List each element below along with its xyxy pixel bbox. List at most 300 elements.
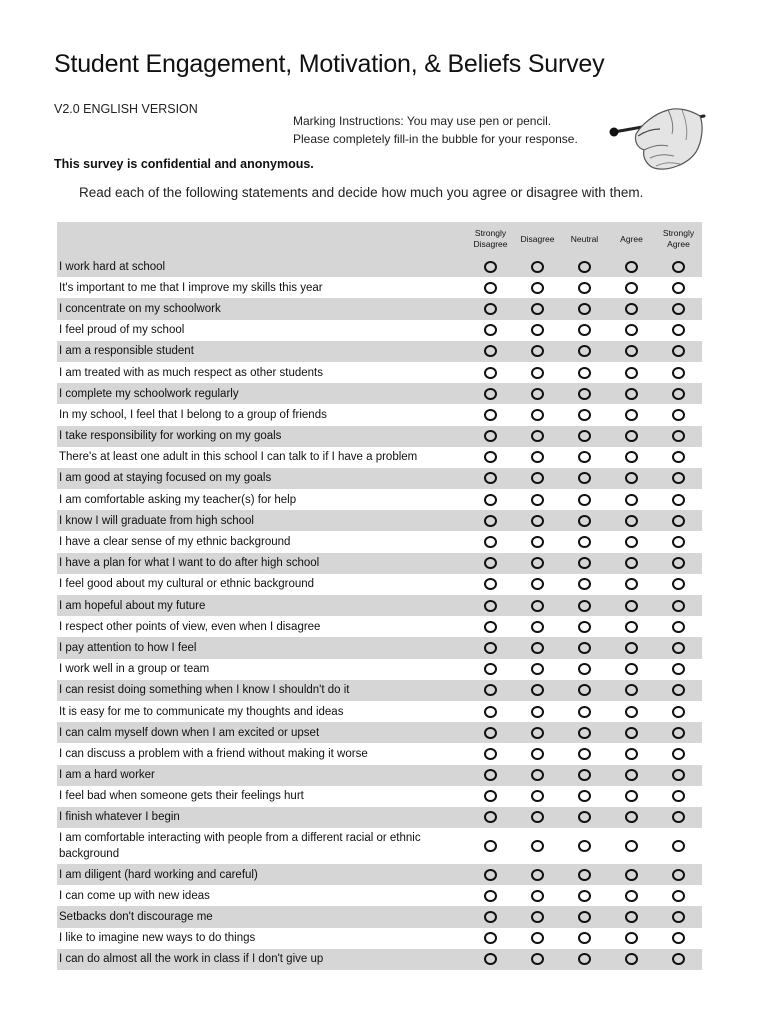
question-row: [57, 616, 702, 637]
answer-bubble-agree[interactable]: [625, 557, 638, 569]
answer-bubble-strongly-disagree[interactable]: [484, 911, 497, 923]
question-row: [57, 864, 702, 885]
option-cell-strongly-disagree: [467, 557, 514, 569]
answer-bubble-neutral[interactable]: [578, 282, 591, 294]
answer-bubble-strongly-disagree[interactable]: [484, 430, 497, 442]
survey-header-row: [57, 222, 702, 256]
option-cell-strongly-agree: [655, 953, 702, 965]
answer-bubble-strongly-disagree[interactable]: [484, 409, 497, 421]
marking-instructions-line1: Marking Instructions: You may use pen or pencil.: [293, 114, 552, 128]
answer-bubble-agree[interactable]: [625, 324, 638, 336]
question-text: I concentrate on my schoolwork: [59, 302, 221, 315]
option-cell-agree: [608, 324, 655, 336]
question-text: I work hard at school: [59, 260, 166, 273]
answer-bubble-strongly-agree[interactable]: [672, 869, 685, 881]
answer-bubble-neutral[interactable]: [578, 261, 591, 273]
option-cell-neutral: [561, 451, 608, 463]
question-row: [57, 885, 702, 906]
question-row: [57, 743, 702, 764]
question-row: [57, 722, 702, 743]
answer-bubble-strongly-disagree[interactable]: [484, 515, 497, 527]
option-cell-neutral: [561, 684, 608, 696]
option-cell-neutral: [561, 911, 608, 923]
answer-bubble-disagree[interactable]: [531, 790, 544, 802]
answer-bubble-agree[interactable]: [625, 932, 638, 944]
question-text: I am a hard worker: [59, 769, 155, 782]
option-cell-agree: [608, 303, 655, 315]
answer-bubble-disagree[interactable]: [531, 748, 544, 760]
question-row: [57, 468, 702, 489]
question-text: I am comfortable interacting with people from a different racial or ethnic background: [59, 832, 421, 861]
answer-bubble-strongly-disagree[interactable]: [484, 600, 497, 612]
option-cell-neutral: [561, 953, 608, 965]
answer-bubble-agree[interactable]: [625, 600, 638, 612]
answer-bubble-disagree[interactable]: [531, 557, 544, 569]
option-cell-disagree: [514, 769, 561, 781]
answer-bubble-strongly-agree[interactable]: [672, 578, 685, 590]
answer-bubble-disagree[interactable]: [531, 706, 544, 718]
answer-bubble-disagree[interactable]: [531, 932, 544, 944]
answer-bubble-strongly-disagree[interactable]: [484, 869, 497, 881]
answer-bubble-disagree[interactable]: [531, 430, 544, 442]
answer-bubble-strongly-disagree[interactable]: [484, 953, 497, 965]
answer-bubble-strongly-disagree[interactable]: [484, 345, 497, 357]
option-cell-agree: [608, 706, 655, 718]
answer-bubble-agree[interactable]: [625, 811, 638, 823]
answer-bubble-disagree[interactable]: [531, 642, 544, 654]
answer-bubble-agree[interactable]: [625, 911, 638, 923]
hand-with-pen-icon: [608, 96, 708, 174]
option-cell-disagree: [514, 642, 561, 654]
answer-bubble-agree[interactable]: [625, 409, 638, 421]
option-cell-disagree: [514, 869, 561, 881]
answer-bubble-strongly-agree[interactable]: [672, 663, 685, 675]
answer-bubble-disagree[interactable]: [531, 409, 544, 421]
answer-bubble-neutral[interactable]: [578, 890, 591, 902]
column-agree: Agree: [620, 233, 643, 244]
option-cell-disagree: [514, 345, 561, 357]
option-cell-disagree: [514, 790, 561, 802]
option-cell-disagree: [514, 621, 561, 633]
answer-bubble-agree[interactable]: [625, 578, 638, 590]
answer-bubble-neutral[interactable]: [578, 684, 591, 696]
answer-bubble-strongly-agree[interactable]: [672, 282, 685, 294]
question-text: I can come up with new ideas: [59, 889, 210, 902]
answer-bubble-strongly-agree[interactable]: [672, 345, 685, 357]
question-text: I am treated with as much respect as other students: [59, 366, 323, 379]
option-cell-strongly-disagree: [467, 515, 514, 527]
option-cell-disagree: [514, 430, 561, 442]
answer-bubble-agree[interactable]: [625, 303, 638, 315]
option-cell-disagree: [514, 706, 561, 718]
option-cell-strongly-disagree: [467, 953, 514, 965]
answer-bubble-neutral[interactable]: [578, 706, 591, 718]
answer-bubble-strongly-disagree[interactable]: [484, 367, 497, 379]
option-cell-strongly-disagree: [467, 840, 514, 852]
option-cell-disagree: [514, 303, 561, 315]
answer-bubble-disagree[interactable]: [531, 621, 544, 633]
option-cell-neutral: [561, 367, 608, 379]
option-cell-strongly-agree: [655, 890, 702, 902]
answer-bubble-neutral[interactable]: [578, 840, 591, 852]
answer-bubble-strongly-agree[interactable]: [672, 727, 685, 739]
option-cell-strongly-disagree: [467, 261, 514, 273]
question-text: I work well in a group or team: [59, 663, 210, 676]
answer-bubble-agree[interactable]: [625, 769, 638, 781]
option-cell-strongly-disagree: [467, 536, 514, 548]
answer-bubble-strongly-disagree[interactable]: [484, 642, 497, 654]
option-cell-agree: [608, 642, 655, 654]
answer-bubble-neutral[interactable]: [578, 953, 591, 965]
option-cell-strongly-agree: [655, 515, 702, 527]
option-cell-strongly-agree: [655, 932, 702, 944]
answer-bubble-strongly-agree[interactable]: [672, 890, 685, 902]
answer-bubble-strongly-disagree[interactable]: [484, 932, 497, 944]
answer-bubble-neutral[interactable]: [578, 345, 591, 357]
question-text: I know I will graduate from high school: [59, 514, 254, 527]
answer-bubble-agree[interactable]: [625, 621, 638, 633]
question-row: [57, 765, 702, 786]
answer-bubble-strongly-disagree[interactable]: [484, 748, 497, 760]
question-row: [57, 906, 702, 927]
answer-bubble-agree[interactable]: [625, 494, 638, 506]
answer-bubble-strongly-disagree[interactable]: [484, 282, 497, 294]
answer-bubble-agree[interactable]: [625, 367, 638, 379]
question-text: It's important to me that I improve my skills this year: [59, 281, 323, 294]
option-cell-disagree: [514, 932, 561, 944]
answer-bubble-disagree[interactable]: [531, 663, 544, 675]
option-cell-strongly-agree: [655, 261, 702, 273]
answer-bubble-neutral[interactable]: [578, 869, 591, 881]
option-cell-neutral: [561, 409, 608, 421]
answer-bubble-disagree[interactable]: [531, 727, 544, 739]
question-row: [57, 404, 702, 425]
answer-bubble-disagree[interactable]: [531, 345, 544, 357]
answer-bubble-strongly-agree[interactable]: [672, 932, 685, 944]
question-row: [57, 320, 702, 341]
answer-bubble-strongly-disagree[interactable]: [484, 840, 497, 852]
answer-bubble-strongly-agree[interactable]: [672, 748, 685, 760]
question-text: It is easy for me to communicate my thoughts and ideas: [59, 705, 344, 718]
answer-bubble-strongly-disagree[interactable]: [484, 557, 497, 569]
answer-bubble-strongly-disagree[interactable]: [484, 706, 497, 718]
answer-bubble-agree[interactable]: [625, 840, 638, 852]
answer-bubble-strongly-agree[interactable]: [672, 303, 685, 315]
answer-bubble-agree[interactable]: [625, 953, 638, 965]
question-row: [57, 277, 702, 298]
option-cell-strongly-agree: [655, 811, 702, 823]
answer-bubble-disagree[interactable]: [531, 494, 544, 506]
answer-bubble-neutral[interactable]: [578, 578, 591, 590]
option-cell-neutral: [561, 472, 608, 484]
option-cell-strongly-agree: [655, 345, 702, 357]
option-cell-strongly-disagree: [467, 409, 514, 421]
answer-bubble-strongly-disagree[interactable]: [484, 621, 497, 633]
answer-bubble-neutral[interactable]: [578, 494, 591, 506]
option-cell-strongly-agree: [655, 706, 702, 718]
option-cell-strongly-disagree: [467, 345, 514, 357]
option-cell-agree: [608, 261, 655, 273]
option-cell-neutral: [561, 790, 608, 802]
answer-bubble-strongly-disagree[interactable]: [484, 261, 497, 273]
answer-bubble-strongly-disagree[interactable]: [484, 536, 497, 548]
option-cell-disagree: [514, 494, 561, 506]
answer-bubble-disagree[interactable]: [531, 367, 544, 379]
option-cell-strongly-agree: [655, 367, 702, 379]
answer-bubble-strongly-disagree[interactable]: [484, 684, 497, 696]
option-cell-disagree: [514, 600, 561, 612]
answer-bubble-strongly-disagree[interactable]: [484, 472, 497, 484]
answer-bubble-strongly-agree[interactable]: [672, 642, 685, 654]
answer-bubble-strongly-agree[interactable]: [672, 261, 685, 273]
option-cell-strongly-disagree: [467, 621, 514, 633]
answer-bubble-strongly-disagree[interactable]: [484, 578, 497, 590]
question-row: [57, 828, 702, 864]
option-cell-strongly-disagree: [467, 324, 514, 336]
answer-bubble-strongly-disagree[interactable]: [484, 727, 497, 739]
answer-bubble-neutral[interactable]: [578, 932, 591, 944]
question-row: [57, 595, 702, 616]
option-cell-agree: [608, 890, 655, 902]
answer-bubble-strongly-agree[interactable]: [672, 706, 685, 718]
answer-bubble-strongly-agree[interactable]: [672, 684, 685, 696]
option-cell-agree: [608, 367, 655, 379]
question-text: I feel proud of my school: [59, 324, 185, 337]
option-cell-agree: [608, 409, 655, 421]
question-row: [57, 928, 702, 949]
question-row: [57, 531, 702, 552]
answer-bubble-neutral[interactable]: [578, 663, 591, 675]
answer-bubble-neutral[interactable]: [578, 769, 591, 781]
option-cell-neutral: [561, 578, 608, 590]
survey-rows: [57, 256, 702, 970]
option-cell-strongly-disagree: [467, 811, 514, 823]
option-cell-strongly-disagree: [467, 663, 514, 675]
option-cell-strongly-disagree: [467, 388, 514, 400]
answer-bubble-disagree[interactable]: [531, 515, 544, 527]
answer-bubble-neutral[interactable]: [578, 621, 591, 633]
option-cell-neutral: [561, 430, 608, 442]
answer-bubble-agree[interactable]: [625, 430, 638, 442]
answer-bubble-strongly-disagree[interactable]: [484, 388, 497, 400]
answer-bubble-strongly-agree[interactable]: [672, 621, 685, 633]
option-cell-strongly-disagree: [467, 642, 514, 654]
answer-bubble-disagree[interactable]: [531, 890, 544, 902]
answer-bubble-agree[interactable]: [625, 727, 638, 739]
answer-bubble-neutral[interactable]: [578, 324, 591, 336]
answer-bubble-agree[interactable]: [625, 642, 638, 654]
answer-bubble-disagree[interactable]: [531, 840, 544, 852]
answer-bubble-strongly-disagree[interactable]: [484, 451, 497, 463]
column-disagree: Disagree: [520, 233, 555, 244]
answer-bubble-disagree[interactable]: [531, 769, 544, 781]
answer-bubble-disagree[interactable]: [531, 953, 544, 965]
option-cell-disagree: [514, 536, 561, 548]
question-text: I complete my schoolwork regularly: [59, 387, 239, 400]
marking-instructions: [293, 112, 578, 148]
option-cell-strongly-agree: [655, 840, 702, 852]
answer-bubble-neutral[interactable]: [578, 451, 591, 463]
option-cell-agree: [608, 663, 655, 675]
option-cell-strongly-disagree: [467, 932, 514, 944]
answer-bubble-strongly-agree[interactable]: [672, 811, 685, 823]
answer-bubble-strongly-disagree[interactable]: [484, 769, 497, 781]
answer-bubble-neutral[interactable]: [578, 430, 591, 442]
option-cell-strongly-agree: [655, 409, 702, 421]
option-cell-strongly-disagree: [467, 911, 514, 923]
option-cell-strongly-agree: [655, 451, 702, 463]
option-cell-neutral: [561, 536, 608, 548]
question-text: I feel good about my cultural or ethnic background: [59, 578, 315, 591]
answer-bubble-disagree[interactable]: [531, 388, 544, 400]
answer-bubble-neutral[interactable]: [578, 367, 591, 379]
option-cell-disagree: [514, 324, 561, 336]
answer-bubble-agree[interactable]: [625, 515, 638, 527]
answer-bubble-neutral[interactable]: [578, 748, 591, 760]
answer-bubble-strongly-agree[interactable]: [672, 536, 685, 548]
option-cell-neutral: [561, 600, 608, 612]
option-cell-strongly-disagree: [467, 367, 514, 379]
option-cell-disagree: [514, 472, 561, 484]
option-cell-neutral: [561, 621, 608, 633]
answer-bubble-strongly-agree[interactable]: [672, 388, 685, 400]
answer-bubble-strongly-disagree[interactable]: [484, 324, 497, 336]
option-cell-strongly-agree: [655, 911, 702, 923]
answer-bubble-neutral[interactable]: [578, 472, 591, 484]
answer-bubble-disagree[interactable]: [531, 261, 544, 273]
answer-bubble-agree[interactable]: [625, 451, 638, 463]
answer-bubble-strongly-agree[interactable]: [672, 324, 685, 336]
answer-bubble-disagree[interactable]: [531, 451, 544, 463]
answer-bubble-neutral[interactable]: [578, 409, 591, 421]
answer-bubble-strongly-disagree[interactable]: [484, 663, 497, 675]
answer-bubble-disagree[interactable]: [531, 869, 544, 881]
question-row: [57, 807, 702, 828]
answer-bubble-strongly-agree[interactable]: [672, 557, 685, 569]
answer-bubble-neutral[interactable]: [578, 303, 591, 315]
answer-bubble-neutral[interactable]: [578, 600, 591, 612]
answer-bubble-disagree[interactable]: [531, 578, 544, 590]
answer-bubble-agree[interactable]: [625, 890, 638, 902]
question-text: I can do almost all the work in class if I don't give up: [59, 953, 324, 966]
answer-bubble-strongly-agree[interactable]: [672, 600, 685, 612]
answer-bubble-strongly-agree[interactable]: [672, 515, 685, 527]
option-cell-agree: [608, 578, 655, 590]
answer-bubble-agree[interactable]: [625, 748, 638, 760]
marking-instructions-line2: Please completely fill-in the bubble for your response.: [293, 132, 578, 146]
option-cell-disagree: [514, 409, 561, 421]
answer-bubble-neutral[interactable]: [578, 536, 591, 548]
option-cell-strongly-disagree: [467, 890, 514, 902]
answer-bubble-disagree[interactable]: [531, 472, 544, 484]
answer-bubble-agree[interactable]: [625, 388, 638, 400]
question-row: [57, 786, 702, 807]
option-cell-agree: [608, 684, 655, 696]
option-cell-neutral: [561, 515, 608, 527]
answer-bubble-strongly-disagree[interactable]: [484, 790, 497, 802]
answer-bubble-neutral[interactable]: [578, 911, 591, 923]
option-cell-strongly-agree: [655, 324, 702, 336]
answer-bubble-disagree[interactable]: [531, 282, 544, 294]
answer-bubble-agree[interactable]: [625, 261, 638, 273]
answer-bubble-disagree[interactable]: [531, 684, 544, 696]
option-cell-agree: [608, 388, 655, 400]
answer-bubble-strongly-agree[interactable]: [672, 911, 685, 923]
answer-bubble-strongly-agree[interactable]: [672, 840, 685, 852]
answer-bubble-agree[interactable]: [625, 472, 638, 484]
answer-bubble-neutral[interactable]: [578, 557, 591, 569]
option-cell-agree: [608, 953, 655, 965]
option-cell-agree: [608, 282, 655, 294]
answer-bubble-neutral[interactable]: [578, 388, 591, 400]
answer-bubble-strongly-agree[interactable]: [672, 409, 685, 421]
answer-bubble-strongly-agree[interactable]: [672, 430, 685, 442]
answer-bubble-strongly-disagree[interactable]: [484, 303, 497, 315]
option-cell-agree: [608, 769, 655, 781]
answer-bubble-strongly-agree[interactable]: [672, 451, 685, 463]
option-cell-strongly-agree: [655, 642, 702, 654]
answer-bubble-disagree[interactable]: [531, 600, 544, 612]
option-cell-disagree: [514, 748, 561, 760]
answer-bubble-neutral[interactable]: [578, 642, 591, 654]
answer-bubble-strongly-disagree[interactable]: [484, 811, 497, 823]
question-row: [57, 383, 702, 404]
answer-bubble-agree[interactable]: [625, 869, 638, 881]
option-cell-agree: [608, 472, 655, 484]
answer-bubble-strongly-agree[interactable]: [672, 769, 685, 781]
answer-bubble-agree[interactable]: [625, 790, 638, 802]
answer-bubble-disagree[interactable]: [531, 324, 544, 336]
answer-bubble-agree[interactable]: [625, 282, 638, 294]
answer-bubble-strongly-agree[interactable]: [672, 472, 685, 484]
answer-bubble-strongly-agree[interactable]: [672, 953, 685, 965]
answer-bubble-disagree[interactable]: [531, 536, 544, 548]
option-cell-strongly-agree: [655, 869, 702, 881]
question-text: I am diligent (hard working and careful): [59, 868, 258, 881]
answer-bubble-disagree[interactable]: [531, 911, 544, 923]
answer-bubble-strongly-agree[interactable]: [672, 790, 685, 802]
answer-bubble-strongly-agree[interactable]: [672, 367, 685, 379]
answer-bubble-agree[interactable]: [625, 684, 638, 696]
option-cell-disagree: [514, 911, 561, 923]
answer-bubble-agree[interactable]: [625, 706, 638, 718]
question-row: [57, 680, 702, 701]
answer-bubble-neutral[interactable]: [578, 811, 591, 823]
option-cell-strongly-agree: [655, 663, 702, 675]
question-row: [57, 256, 702, 277]
option-cell-strongly-agree: [655, 600, 702, 612]
answer-bubble-disagree[interactable]: [531, 811, 544, 823]
confidential-note: This survey is confidential and anonymous.: [54, 157, 314, 171]
answer-bubble-strongly-disagree[interactable]: [484, 890, 497, 902]
answer-bubble-disagree[interactable]: [531, 303, 544, 315]
answer-bubble-neutral[interactable]: [578, 515, 591, 527]
answer-bubble-neutral[interactable]: [578, 790, 591, 802]
option-cell-strongly-disagree: [467, 282, 514, 294]
answer-bubble-strongly-agree[interactable]: [672, 494, 685, 506]
option-cell-neutral: [561, 769, 608, 781]
answer-bubble-strongly-disagree[interactable]: [484, 494, 497, 506]
question-row: [57, 701, 702, 722]
option-cell-strongly-agree: [655, 557, 702, 569]
answer-bubble-agree[interactable]: [625, 536, 638, 548]
question-text: Setbacks don't discourage me: [59, 911, 213, 924]
answer-bubble-neutral[interactable]: [578, 727, 591, 739]
option-cell-disagree: [514, 578, 561, 590]
answer-bubble-agree[interactable]: [625, 345, 638, 357]
answer-bubble-agree[interactable]: [625, 663, 638, 675]
option-cell-neutral: [561, 663, 608, 675]
